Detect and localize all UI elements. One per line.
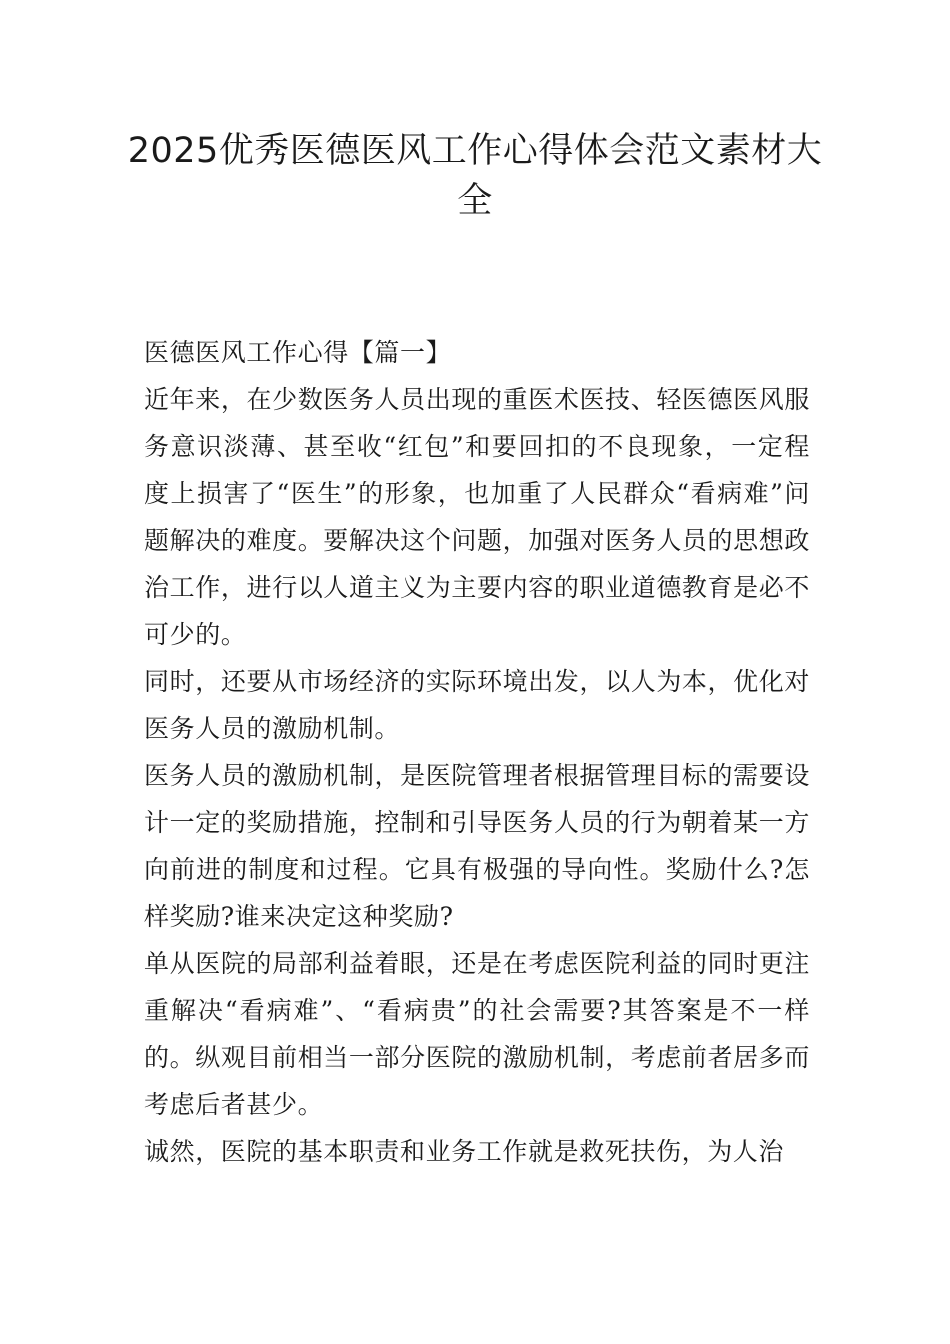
document-title: 2025优秀医德医风工作心得体会范文素材大全 (127, 131, 823, 221)
paragraph-5: 诚然，医院的基本职责和业务工作就是救死扶伤，为人治 (144, 1137, 785, 1166)
paragraph-3: 医务人员的激励机制，是医院管理者根据管理目标的需要设计一定的奖励措施，控制和引导医务人员的行为朝着某一方向前进的制度和过程。它具有极强的导向性。奖励什么?怎样奖励?谁来决定这种奖励? (144, 761, 810, 931)
section-heading: 医德医风工作心得【篇一】 (144, 338, 452, 367)
document-body (144, 329, 810, 1175)
paragraph-4: 单从医院的局部利益着眼，还是在考虑医院利益的同时更注重解决“看病难”、“看病贵”的社会需要?其答案是不一样的。纵观目前相当一部分医院的激励机制，考虑前者居多而考虑后者甚少。 (144, 949, 810, 1119)
paragraph-2: 同时，还要从市场经济的实际环境出发，以人为本，优化对医务人员的激励机制。 (144, 667, 810, 743)
paragraph-1: 近年来，在少数医务人员出现的重医术医技、轻医德医风服务意识淡薄、甚至收“红包”和要回扣的不良现象，一定程度上损害了“医生”的形象，也加重了人民群众“看病难”问题解决的难度。要解决这个问题，加强对医务人员的思想政治工作，进行以人道主义为主要内容的职业道德教育是必不可少的。 (144, 385, 810, 649)
